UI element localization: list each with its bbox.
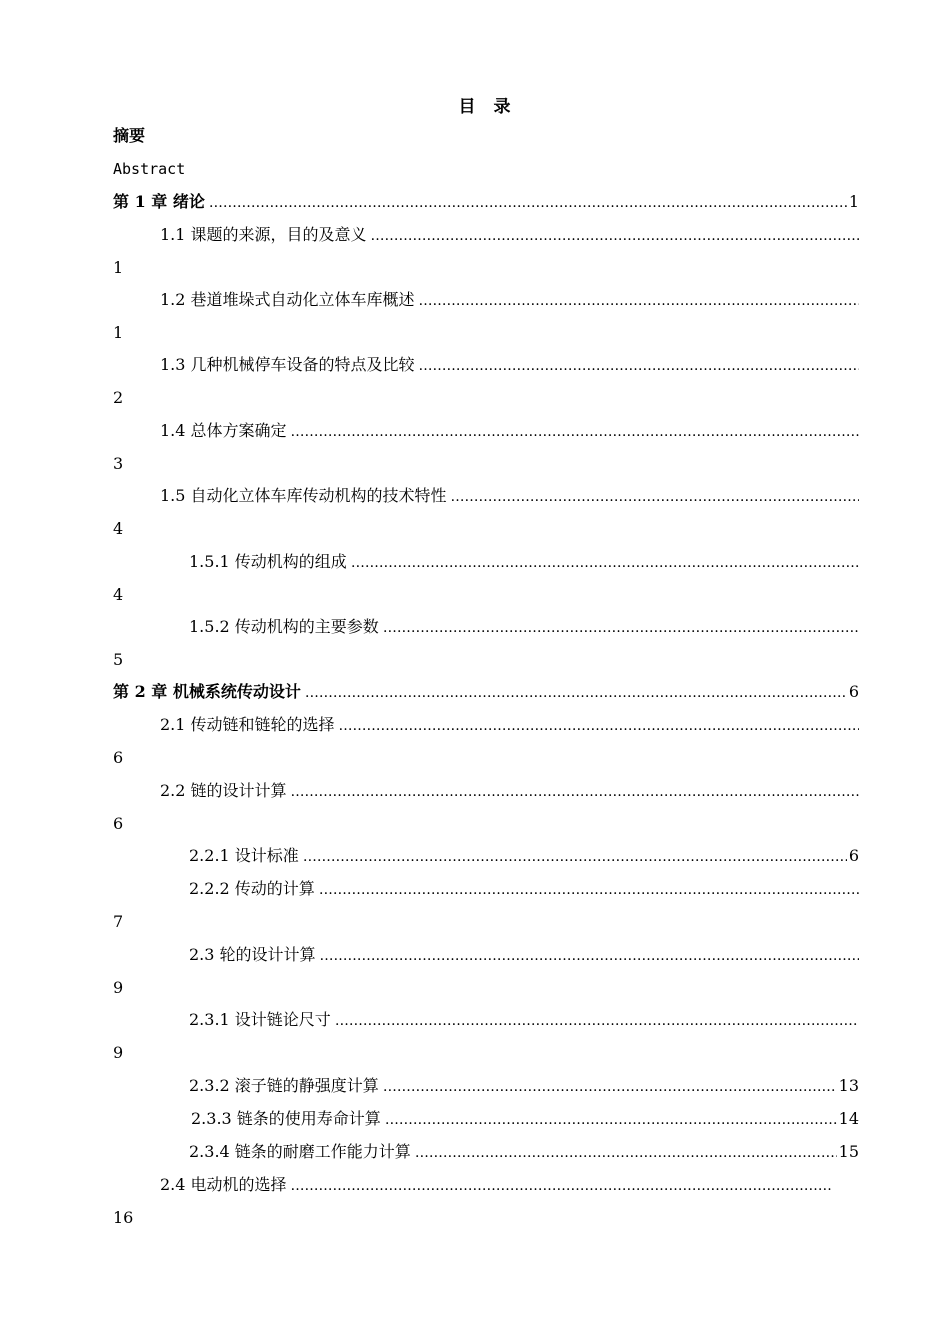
toc-entry-2-2-1[interactable] [189,844,859,866]
toc-title: 目 录 [458,97,517,117]
toc-entry-label: 2.2 链的设计计算 [160,781,287,800]
toc-entry-label: 1.3 几种机械停车设备的特点及比较 [160,355,415,374]
toc-entry-1-5[interactable] [160,484,859,506]
toc-entry-page: 3 [113,454,124,473]
toc-entry-2-3-2[interactable] [189,1074,859,1096]
dot-leader [383,619,859,637]
dot-leader [291,783,859,801]
toc-entry-page: 9 [113,1043,124,1062]
toc-entry-page: 2 [113,388,124,407]
dot-leader [319,881,859,899]
toc-entry-page: 1 [113,258,124,277]
dot-leader [419,357,859,375]
toc-abstract-cn[interactable]: 摘要 [113,126,146,145]
toc-entry-chapter-2[interactable] [113,680,859,702]
toc-entry-1-1[interactable] [160,223,859,245]
toc-entry-label: 第 1 章 绪论 [113,192,205,211]
toc-entry-page: 15 [838,1142,859,1161]
toc-entry-page: 1 [113,323,124,342]
toc-entry-label: 2.3 轮的设计计算 [189,945,316,964]
toc-entry-2-3[interactable] [189,943,859,965]
toc-entry-page: 13 [838,1076,859,1095]
toc-entry-label: 2.1 传动链和链轮的选择 [160,715,335,734]
toc-entry-label: 1.5.2 传动机构的主要参数 [189,617,379,636]
dot-leader [351,554,859,572]
toc-entry-page: 16 [113,1208,134,1227]
toc-entry-label: 2.3.2 滚子链的静强度计算 [189,1076,379,1095]
toc-entry-page: 4 [113,519,124,538]
toc-entry-2-1[interactable] [160,713,859,735]
dot-leader [419,292,859,310]
dot-leader [305,684,847,702]
toc-entry-label: 1.1 课题的来源，目的及意义 [160,225,367,244]
toc-entry-label: 2.2.2 传动的计算 [189,879,315,898]
dot-leader [451,488,859,506]
dot-leader [385,1111,837,1129]
toc-entry-label: 2.3.1 设计链论尺寸 [189,1010,331,1029]
toc-entry-2-3-4[interactable] [189,1140,859,1162]
toc-entry-label: 2.4 电动机的选择 [160,1175,287,1194]
toc-entry-page: 7 [113,912,124,931]
dot-leader [303,848,847,866]
toc-entry-label: 1.5 自动化立体车库传动机构的技术特性 [160,486,447,505]
toc-entry-label: 2.3.4 链条的耐磨工作能力计算 [189,1142,411,1161]
toc-entry-label: 1.4 总体方案确定 [160,421,287,440]
dot-leader [291,423,859,441]
toc-entry-page: 4 [113,585,124,604]
toc-entry-label: 1.5.1 传动机构的组成 [189,552,347,571]
toc-entry-1-5-1[interactable] [189,550,859,572]
toc-entry-1-2[interactable] [160,288,859,310]
toc-entry-page: 6 [848,846,859,865]
toc-entry-page: 6 [113,748,124,767]
toc-entry-1-5-2[interactable] [189,615,859,637]
toc-entry-page: 9 [113,978,124,997]
toc-entry-label: 2.3.3 链条的使用寿命计算 [191,1109,381,1128]
toc-entry-page: 6 [848,682,859,701]
toc-entry-page: 5 [113,650,124,669]
toc-entry-2-3-3[interactable] [191,1107,859,1129]
dot-leader [320,947,859,965]
dot-leader [335,1012,859,1030]
dot-leader [415,1144,837,1162]
toc-entry-page: 14 [838,1109,859,1128]
toc-entry-chapter-1[interactable] [113,190,859,212]
dot-leader [339,717,859,735]
toc-entry-label: 2.2.1 设计标准 [189,846,299,865]
toc-entry-2-2-2[interactable] [189,877,859,899]
toc-entry-2-4[interactable] [160,1173,832,1195]
toc-entry-2-2[interactable] [160,779,859,801]
dot-leader [209,194,847,212]
dot-leader [383,1078,837,1096]
toc-entry-label: 第 2 章 机械系统传动设计 [113,682,301,701]
toc-abstract-en[interactable]: Abstract [113,160,186,178]
toc-entry-label: 1.2 巷道堆垛式自动化立体车库概述 [160,290,415,309]
toc-entry-page: 1 [848,192,859,211]
dot-leader [291,1177,832,1195]
toc-entry-2-3-1[interactable] [189,1008,859,1030]
dot-leader [371,227,859,245]
toc-entry-page: 6 [113,814,124,833]
toc-entry-1-4[interactable] [160,419,859,441]
toc-entry-1-3[interactable] [160,353,859,375]
